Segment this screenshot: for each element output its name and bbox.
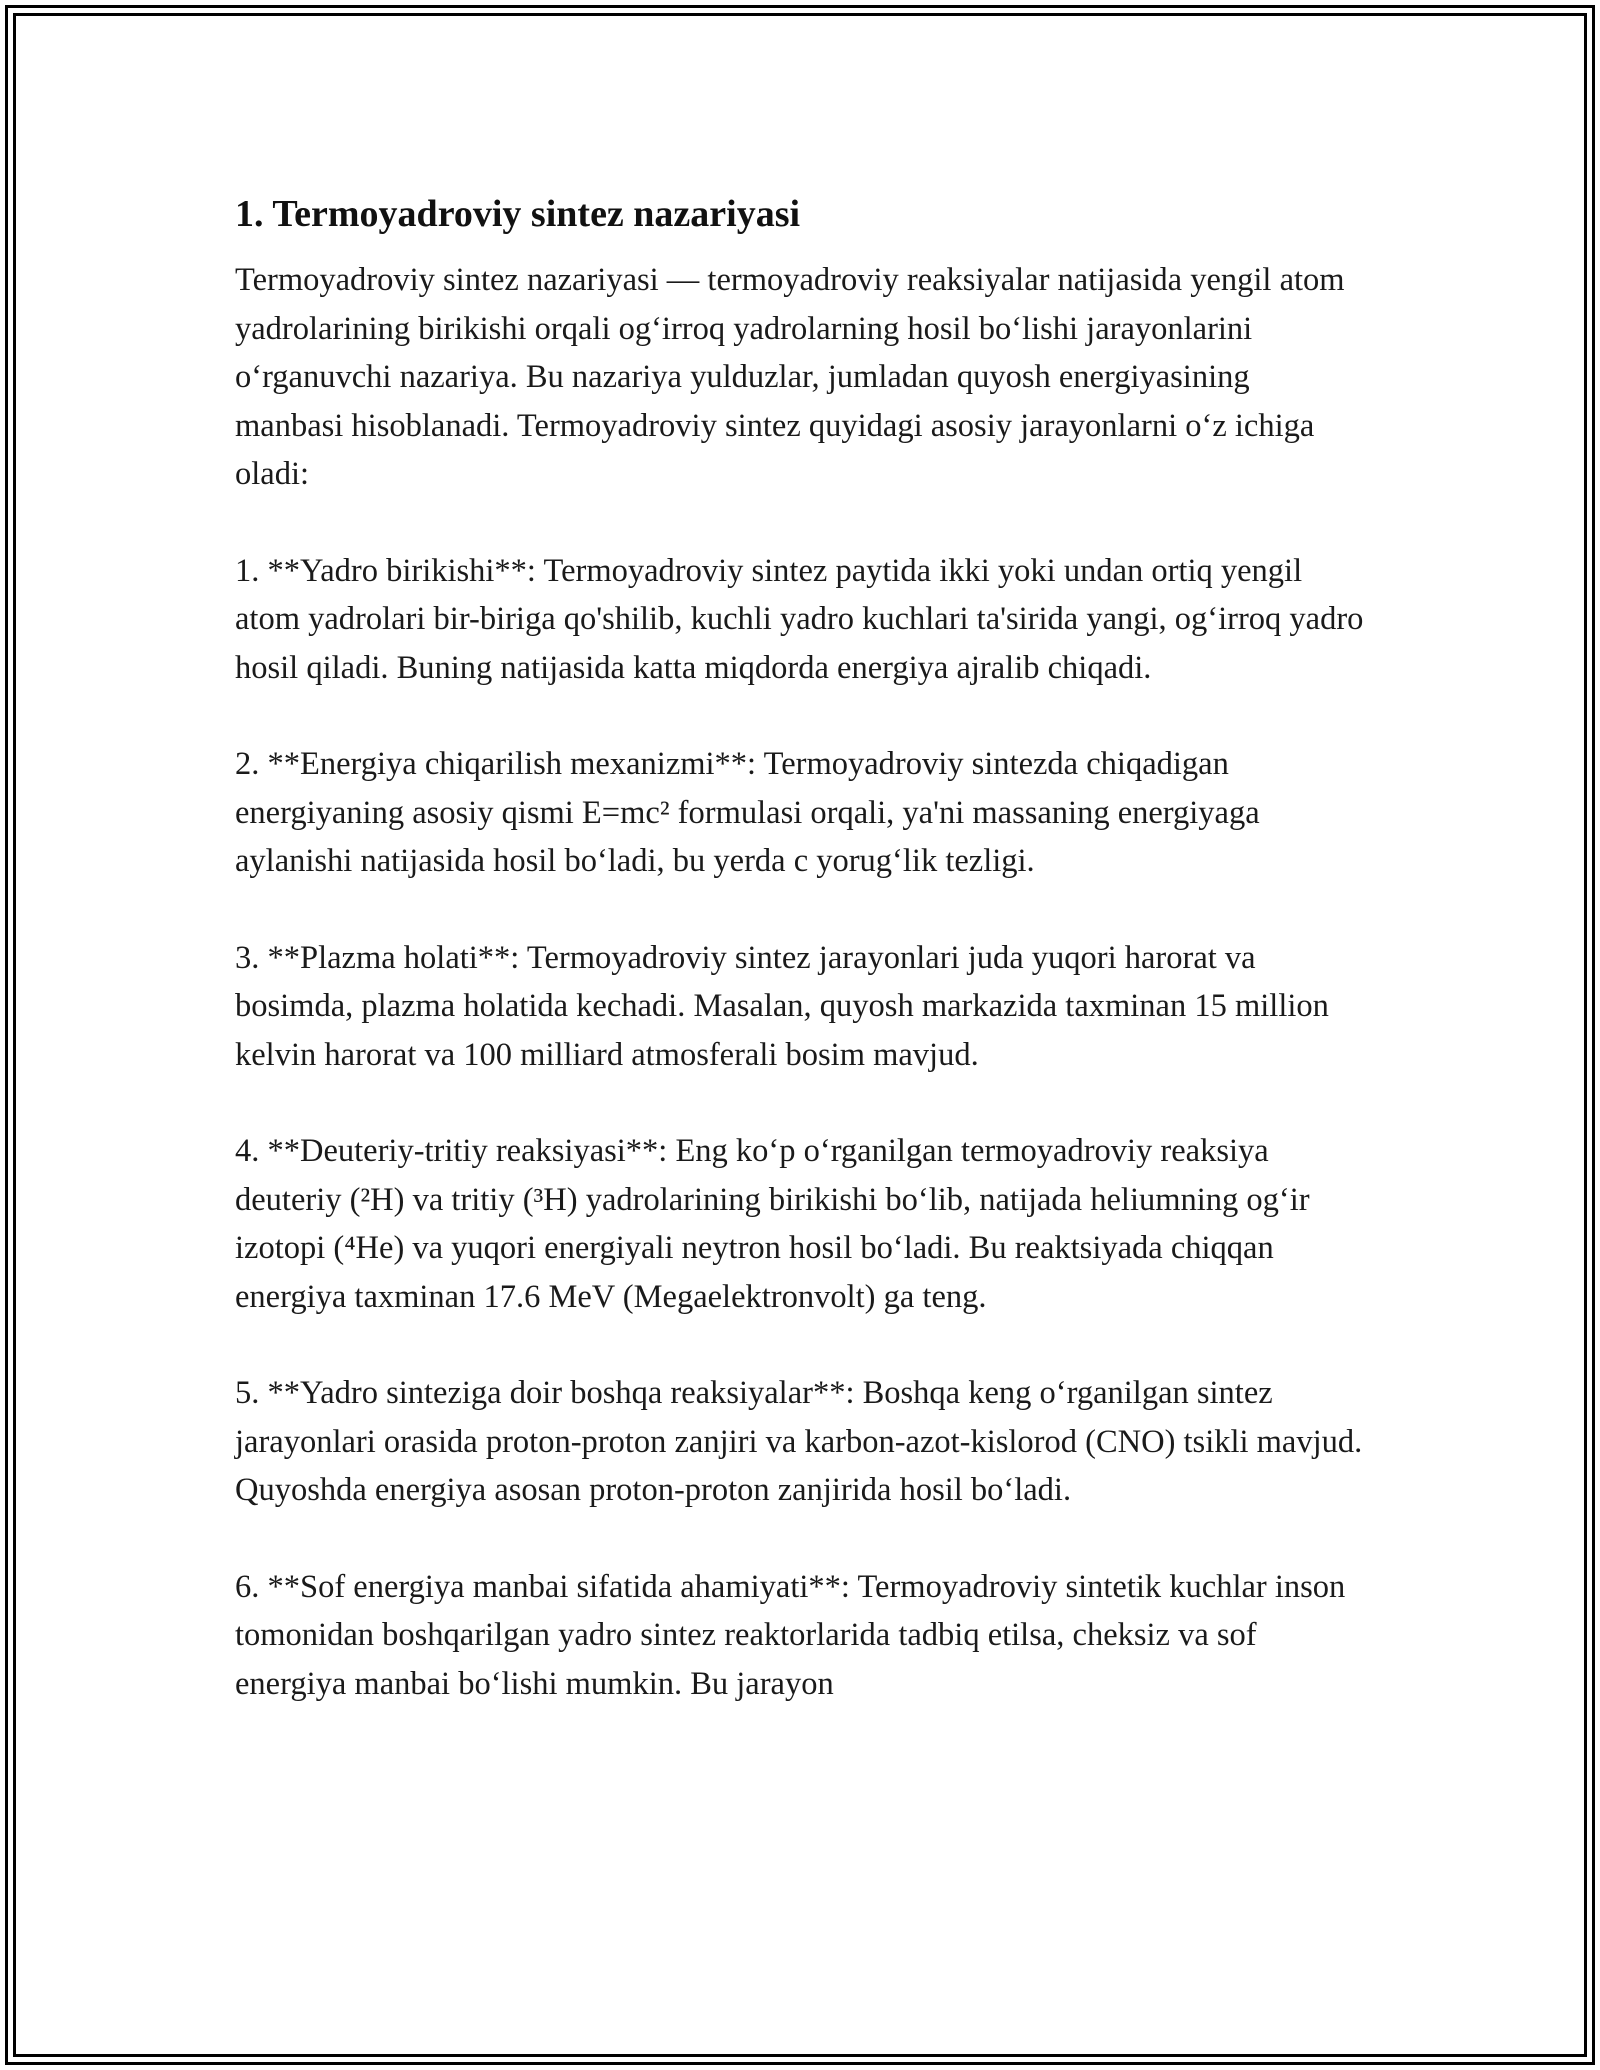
- list-item-sof-energiya: 6. **Sof energiya manbai sifatida ahamiyati**: Termoyadroviy sintetik kuchlar inson tomonidan boshqarilgan yadro sintez reaktorlarida tadbiq etilsa, cheksiz va sof energiya manbai boʻlishi mumkin. Bu jarayon: [235, 1568, 1346, 1702]
- intro-paragraph: Termoyadroviy sintez nazariyasi — termoyadroviy reaksiyalar natijasida yengil atom yadrolarining birikishi orqali ogʻirroq yadrolarning hosil boʻlishi jarayonlarini oʻrganuvchi nazariya. Bu nazariya yulduzlar, jumladan quyosh energiyasining manbasi hisoblanadi. Termoyadroviy sintez quyidagi asosiy jarayonlarni oʻz ichiga oladi:: [235, 262, 1345, 492]
- list-item-yadro-birikishi: 1. **Yadro birikishi**: Termoyadroviy sintez paytida ikki yoki undan ortiq yengil atom yadrolari bir-biriga qo'shilib, kuchli yadro kuchlari ta'sirida yangi, ogʻirroq yadro hosil qiladi. Buning natijasida katta miqdorda energiya ajralib chiqadi.: [235, 552, 1364, 686]
- list-item-boshqa-reaksiyalar: 5. **Yadro sinteziga doir boshqa reaksiyalar**: Boshqa keng oʻrganilgan sintez jarayonlari orasida proton-proton zanjiri va karbon-azot-kislorod (CNO) tsikli mavjud. Quyoshda energiya asosan proton-proton zanjirida hosil boʻladi.: [235, 1375, 1363, 1508]
- document-body: [235, 186, 1365, 1756]
- list-item-energiya-chiqarilish: 2. **Energiya chiqarilish mexanizmi**: Termoyadroviy sintezda chiqadigan energiyaning asosiy qismi E=mc² formulasi orqali, ya'ni massaning energiyaga aylanishi natijasida hosil boʻladi, bu yerda c yorugʻlik tezligi.: [235, 746, 1260, 879]
- section-heading: 1. Termoyadroviy sintez nazariyasi: [235, 193, 801, 235]
- list-item-deuteriy-tritiy: 4. **Deuteriy-tritiy reaksiyasi**: Eng koʻp oʻrganilgan termoyadroviy reaksiya deuteriy (²H) va tritiy (³H) yadrolarining birikishi boʻlib, natijada heliumning ogʻir izotopi (⁴He) va yuqori energiyali neytron hosil boʻladi. Bu reaktsiyada chiqqan energiya taxminan 17.6 MeV (Megaelektronvolt) ga teng.: [235, 1133, 1310, 1315]
- list-item-plazma-holati: 3. **Plazma holati**: Termoyadroviy sintez jarayonlari juda yuqori harorat va bosimda, plazma holatida kechadi. Masalan, quyosh markazida taxminan 15 million kelvin harorat va 100 milliard atmosferali bosim mavjud.: [235, 939, 1329, 1073]
